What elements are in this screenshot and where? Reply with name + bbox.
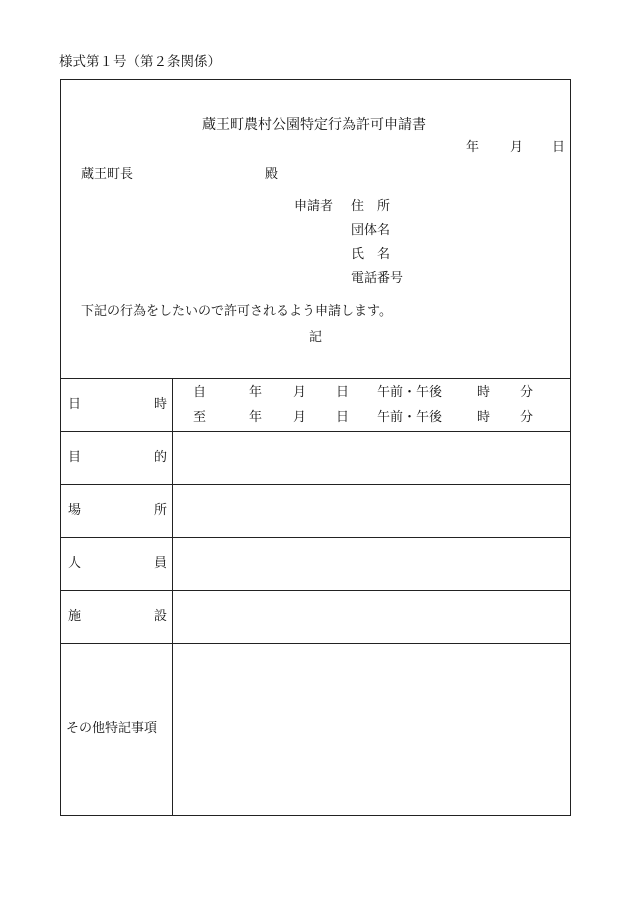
datetime-from-day: 日 (336, 385, 350, 400)
facility-label-right: 設 (154, 609, 168, 624)
row-divider (60, 643, 571, 644)
datetime-label-left: 日 (68, 397, 82, 412)
place-label-left: 場 (68, 503, 82, 518)
datetime-to-minute: 分 (520, 410, 534, 425)
form-number: 様式第１号（第２条関係） (59, 54, 221, 70)
datetime-from-ampm: 午前・午後 (377, 385, 443, 400)
ki-mark: 記 (309, 330, 323, 345)
addressee-name: 蔵王町長 (81, 167, 134, 182)
applicant-label: 申請者 (294, 199, 334, 214)
facility-label-left: 施 (68, 609, 82, 624)
row-divider (60, 431, 571, 432)
datetime-to-prefix: 至 (193, 410, 207, 425)
row-divider (60, 537, 571, 538)
label-column-divider (172, 378, 173, 816)
datetime-to-hour: 時 (477, 410, 491, 425)
date-month-label: 月 (510, 140, 524, 155)
purpose-label-left: 目 (68, 450, 82, 465)
applicant-phone-label: 電話番号 (351, 271, 404, 286)
datetime-to-year: 年 (249, 410, 263, 425)
application-form-frame (60, 79, 571, 816)
datetime-to-day: 日 (336, 410, 350, 425)
people-label-left: 人 (68, 556, 82, 571)
row-divider (60, 590, 571, 591)
purpose-label-right: 的 (154, 450, 168, 465)
datetime-from-month: 月 (293, 385, 307, 400)
other-notes-label: その他特記事項 (66, 721, 158, 736)
applicant-address-label: 住 所 (351, 199, 391, 214)
form-title: 蔵王町農村公園特定行為許可申請書 (202, 117, 426, 133)
people-label-right: 員 (154, 556, 168, 571)
addressee-honorific: 殿 (265, 167, 279, 182)
place-label-right: 所 (154, 503, 168, 518)
date-day-label: 日 (552, 140, 566, 155)
applicant-organization-label: 団体名 (351, 223, 391, 238)
datetime-to-month: 月 (293, 410, 307, 425)
row-divider (60, 484, 571, 485)
datetime-from-hour: 時 (477, 385, 491, 400)
datetime-label-right: 時 (154, 397, 168, 412)
datetime-from-year: 年 (249, 385, 263, 400)
date-year-label: 年 (466, 140, 480, 155)
datetime-to-ampm: 午前・午後 (377, 410, 443, 425)
table-top-border (60, 378, 571, 379)
applicant-name-label: 氏 名 (351, 247, 391, 262)
datetime-from-prefix: 自 (193, 385, 207, 400)
datetime-from-minute: 分 (520, 385, 534, 400)
request-statement: 下記の行為をしたいので許可されるよう申請します。 (81, 304, 392, 319)
